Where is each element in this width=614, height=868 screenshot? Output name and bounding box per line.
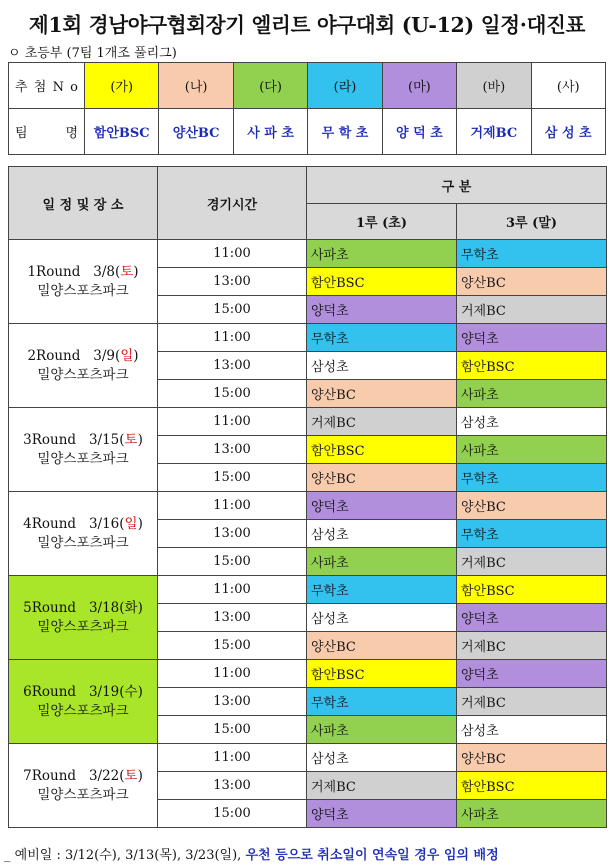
round-cell [9,576,158,660]
team-name: 양산BC [159,109,233,155]
game-time: 13:00 [158,772,307,800]
schedule-table [8,166,607,828]
third-base-team: 양덕초 [457,604,607,632]
third-base-team: 무학초 [457,240,607,268]
game-time: 15:00 [158,380,307,408]
team-name: 함안BSC [85,109,159,155]
third-base-team: 함안BSC [457,772,607,800]
third-base-team: 양덕초 [457,660,607,688]
game-time: 13:00 [158,520,307,548]
third-base-team: 사파초 [457,436,607,464]
round-venue: 밀양스포츠파크 [37,702,129,719]
third-base-team: 무학초 [457,520,607,548]
draw-code-row [9,63,606,109]
team-name: 거제BC [457,109,531,155]
round-venue: 밀양스포츠파크 [37,618,129,635]
first-base-team: 양덕초 [307,492,457,520]
draw-code: (사) [531,63,605,109]
game-row [9,660,607,688]
third-base-team: 함안BSC [457,352,607,380]
first-base-team: 함안BSC [307,268,457,296]
round-cell [9,660,158,744]
game-time: 11:00 [158,408,307,436]
first-base-team: 양덕초 [307,296,457,324]
round-date: 3/18(화) [88,599,143,616]
first-base-team: 삼성초 [307,352,457,380]
first-base-team: 함안BSC [307,436,457,464]
note-text: _ 예비일 : 3/12(수), 3/13(목), 3/23(일), [4,848,246,863]
round-label: 2Round [27,347,81,364]
third-base-team: 거제BC [457,548,607,576]
round-venue: 밀양스포츠파크 [37,282,129,299]
first-base-team: 사파초 [307,716,457,744]
game-time: 15:00 [158,464,307,492]
third-base-team: 양산BC [457,268,607,296]
round-date: 3/8( [93,263,121,280]
round-date-end: ) [133,347,139,364]
first-base-team: 삼성초 [307,744,457,772]
draw-code: (다) [233,63,307,109]
first-base-header: 1루 (초) [307,204,457,240]
game-row [9,576,607,604]
division-subtitle: ㅇ 초등부 (7팀 1개조 풀리그) [8,46,177,61]
third-base-team: 사파초 [457,380,607,408]
game-time: 13:00 [158,268,307,296]
reserve-day-note [4,844,499,863]
round-label: 3Round [23,431,77,448]
game-time: 11:00 [158,492,307,520]
game-time: 15:00 [158,632,307,660]
game-time: 11:00 [158,576,307,604]
third-base-team: 양산BC [457,492,607,520]
game-row [9,240,607,268]
round-venue: 밀양스포츠파크 [37,534,129,551]
round-cell [9,240,158,324]
third-base-team: 삼성초 [457,408,607,436]
first-base-team: 양산BC [307,380,457,408]
draw-table [8,62,606,155]
round-day: 토 [124,767,138,784]
round-date-end: ) [133,263,139,280]
draw-code: (마) [382,63,456,109]
team-name-row [9,109,606,155]
division-header: 구 분 [307,167,607,204]
third-base-team: 함안BSC [457,576,607,604]
game-time-header: 경기시간 [158,167,307,240]
round-label: 1Round [27,263,81,280]
team-label: 팀 명 [9,109,85,155]
third-base-team: 무학초 [457,464,607,492]
round-date-end: ) [137,431,143,448]
third-base-team: 양산BC [457,744,607,772]
first-base-team: 삼성초 [307,520,457,548]
first-base-team: 사파초 [307,240,457,268]
first-base-team: 거제BC [307,408,457,436]
game-row [9,492,607,520]
round-day: 토 [124,431,138,448]
game-row [9,324,607,352]
first-base-team: 함안BSC [307,660,457,688]
note-emphasis: 우천 등으로 취소일이 연속일 경우 임의 배정 [245,848,499,863]
third-base-team: 거제BC [457,688,607,716]
first-base-team: 사파초 [307,548,457,576]
round-label: 5Round [23,599,77,616]
first-base-team: 무학초 [307,324,457,352]
game-time: 13:00 [158,604,307,632]
third-base-team: 거제BC [457,632,607,660]
draw-code: (나) [159,63,233,109]
round-date: 3/9( [93,347,121,364]
round-day: 토 [120,263,134,280]
draw-code: (가) [85,63,159,109]
round-date-end: ) [137,515,143,532]
game-time: 15:00 [158,548,307,576]
round-date-end: ) [137,767,143,784]
first-base-team: 무학초 [307,576,457,604]
game-row [9,408,607,436]
game-time: 11:00 [158,660,307,688]
game-time: 11:00 [158,324,307,352]
game-time: 11:00 [158,744,307,772]
round-label: 4Round [23,515,77,532]
third-base-header: 3루 (말) [457,204,607,240]
game-time: 11:00 [158,240,307,268]
third-base-team: 삼성초 [457,716,607,744]
round-date: 3/22( [88,767,125,784]
team-name: 양 덕 초 [382,109,456,155]
game-time: 13:00 [158,436,307,464]
round-date: 3/16( [88,515,125,532]
team-name: 사 파 초 [233,109,307,155]
round-venue: 밀양스포츠파크 [37,786,129,803]
first-base-team: 양산BC [307,632,457,660]
round-cell [9,324,158,408]
first-base-team: 무학초 [307,688,457,716]
team-name: 삼 성 초 [531,109,605,155]
draw-label: 추 첨 N o [9,63,85,109]
round-venue: 밀양스포츠파크 [37,450,129,467]
page-title: 제1회 경남야구협회장기 엘리트 야구대회 (U-12) 일정·대진표 [28,13,586,37]
game-time: 13:00 [158,352,307,380]
third-base-team: 거제BC [457,296,607,324]
round-label: 6Round [23,683,77,700]
first-base-team: 거제BC [307,772,457,800]
third-base-team: 양덕초 [457,324,607,352]
third-base-team: 사파초 [457,800,607,828]
team-name: 무 학 초 [308,109,382,155]
game-time: 15:00 [158,296,307,324]
round-cell [9,744,158,828]
draw-code: (바) [457,63,531,109]
game-time: 15:00 [158,800,307,828]
game-time: 13:00 [158,688,307,716]
date-place-header: 일 정 및 장 소 [9,167,158,240]
round-cell [9,492,158,576]
draw-code: (라) [308,63,382,109]
first-base-team: 양덕초 [307,800,457,828]
first-base-team: 양산BC [307,464,457,492]
round-label: 7Round [23,767,77,784]
first-base-team: 삼성초 [307,604,457,632]
round-cell [9,408,158,492]
game-row [9,744,607,772]
round-venue: 밀양스포츠파크 [37,366,129,383]
round-day: 일 [120,347,134,364]
round-day: 일 [124,515,138,532]
game-time: 15:00 [158,716,307,744]
round-date: 3/15( [88,431,125,448]
round-date: 3/19(수) [88,683,143,700]
